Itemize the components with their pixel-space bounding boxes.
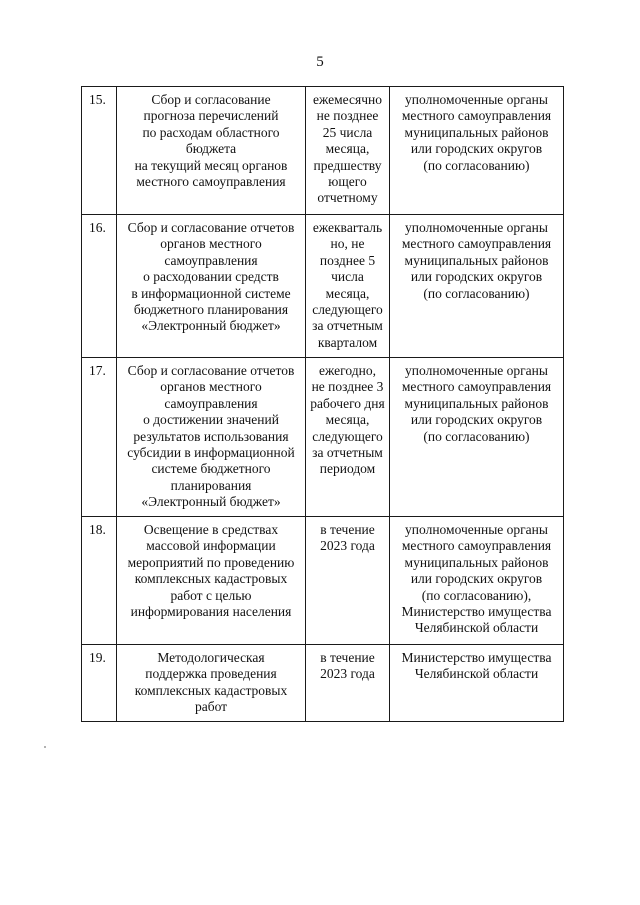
row-action: Сбор и согласование отчетов органов местного самоуправления о достижении значений результатов использования субсидии в информационной системе бюджетного планирования «Электронный бюджет»	[117, 358, 306, 517]
row-responsible: уполномоченные органы местного самоуправления муниципальных районов или городских округов (по согласованию), Министерство имущества Челябинской области	[390, 517, 564, 645]
row-responsible: уполномоченные органы местного самоуправления муниципальных районов или городских округов (по согласованию)	[390, 87, 564, 215]
row-number: 16.	[82, 215, 117, 358]
table-row	[82, 358, 564, 517]
page-number: 5	[316, 54, 324, 70]
plan-table	[81, 86, 564, 722]
table-row	[82, 645, 564, 722]
scan-speck	[44, 746, 46, 748]
table-row	[82, 87, 564, 215]
row-responsible: уполномоченные органы местного самоуправления муниципальных районов или городских округов (по согласованию)	[390, 358, 564, 517]
table-row	[82, 517, 564, 645]
row-action: Освещение в средствах массовой информации мероприятий по проведению комплексных кадастровых работ с целью информирования населения	[117, 517, 306, 645]
row-number: 19.	[82, 645, 117, 722]
row-term: ежегодно, не позднее 3 рабочего дня месяца, следующего за отчетным периодом	[306, 358, 390, 517]
row-number: 17.	[82, 358, 117, 517]
row-term: в течение 2023 года	[306, 517, 390, 645]
row-number: 18.	[82, 517, 117, 645]
row-responsible: Министерство имущества Челябинской области	[390, 645, 564, 722]
row-action: Сбор и согласование прогноза перечислений по расходам областного бюджета на текущий месяц органов местного самоуправления	[117, 87, 306, 215]
row-responsible: уполномоченные органы местного самоуправления муниципальных районов или городских округов (по согласованию)	[390, 215, 564, 358]
row-number: 15.	[82, 87, 117, 215]
table-row	[82, 215, 564, 358]
row-term: ежемесячно не позднее 25 числа месяца, предшеству ющего отчетному	[306, 87, 390, 215]
row-action: Сбор и согласование отчетов органов местного самоуправления о расходовании средств в информационной системе бюджетного планирования «Электронный бюджет»	[117, 215, 306, 358]
row-term: в течение 2023 года	[306, 645, 390, 722]
row-term: ежеквarтaль но, не позднее 5 числа месяца, следующего за отчетным кварталом	[306, 215, 390, 358]
row-action: Методологическая поддержка проведения комплексных кадастровых работ	[117, 645, 306, 722]
